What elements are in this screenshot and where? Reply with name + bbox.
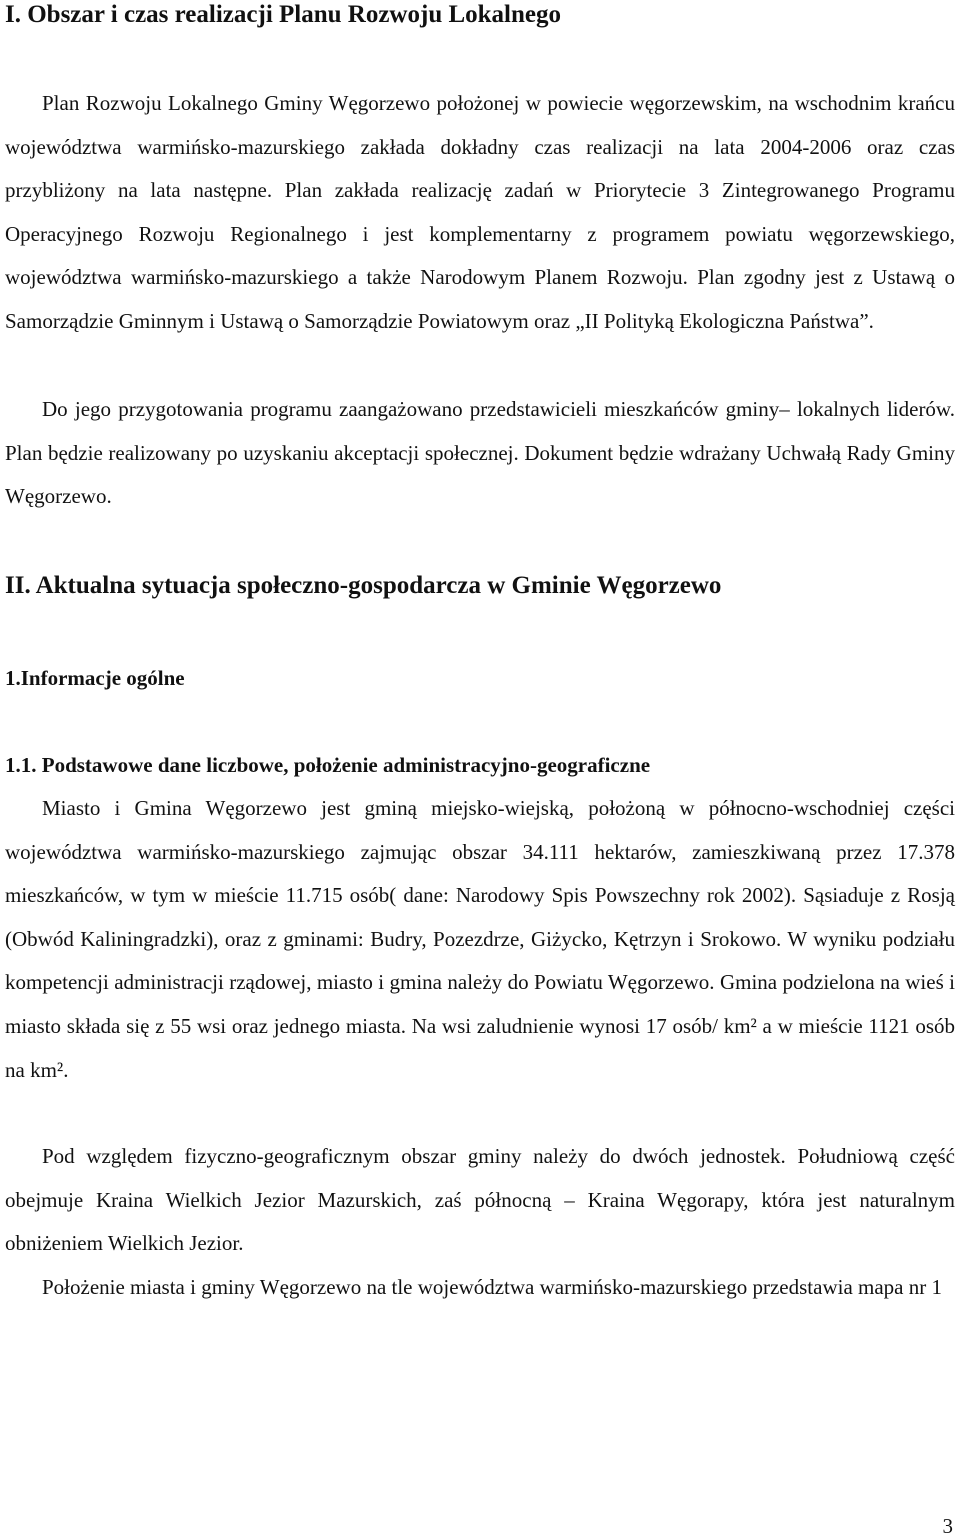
section-2-paragraph-3: Położenie miasta i gminy Węgorzewo na tle województwa warmińsko-mazurskiego przedstawia mapa nr 1 (42, 1275, 942, 1299)
subsection-1-heading: 1.Informacje ogólne (5, 666, 185, 690)
page-number: 3 (942, 1514, 953, 1538)
section-1-heading: I. Obszar i czas realizacji Planu Rozwoju Lokalnego (5, 1, 561, 28)
section-1-paragraph-2: Do jego przygotowania programu zaangażowano przedstawicieli mieszkańców gminy– lokalnych liderów. Plan będzie realizowany po uzyskaniu akceptacji społecznej. Dokument będzie wdrażany Uchwałą Rady Gminy Węgorzewo. (5, 397, 955, 509)
subsection-1-1-heading: 1.1. Podstawowe dane liczbowe, położenie administracyjno-geograficzne (5, 753, 651, 777)
section-2-heading: II. Aktualna sytuacja społeczno-gospodarcza w Gminie Węgorzewo (5, 572, 722, 599)
section-2-paragraph-2: Pod względem fizyczno-geograficznym obszar gminy należy do dwóch jednostek. Południową część obejmuje Kraina Wielkich Jezior Mazurskich, zaś północną – Kraina Węgorapy, która jest naturalnym obniżeniem Wielkich Jezior. (5, 1144, 955, 1256)
section-2-paragraph-1: Miasto i Gmina Węgorzewo jest gminą miejsko-wiejską, położoną w północno-wschodniej części województwa warmińsko-mazurskiego zajmując obszar 34.111 hektarów, zamieszkiwaną przez 17.378 mieszkańców, w tym w mieście 11.715 osób( dane: Narodowy Spis Powszechny rok 2002). Sąsiaduje z Rosją (Obwód Kaliningradzki), oraz z gminami: Budry, Pozezdrze, Giżycko, Kętrzyn i Srokowo. W wyniku podziału kompetencji administracji rządowej, miasto i gmina należy do Powiatu Węgorzewo. Gmina podzielona na wieś i miasto składa się z 55 wsi oraz jednego miasta. Na wsi zaludnienie wynosi 17 osób/ km² a w mieście 1121 osób na km². (5, 796, 955, 1082)
section-1-paragraph-1: Plan Rozwoju Lokalnego Gminy Węgorzewo położonej w powiecie węgorzewskim, na wschodnim krańcu województwa warmińsko-mazurskiego zakłada dokładny czas realizacji na lata 2004-2006 oraz czas przybliżony na lata następne. Plan zakłada realizację zadań w Priorytecie 3 Zintegrowanego Programu Operacyjnego Rozwoju Regionalnego i jest komplementarny z programem powiatu węgorzewskiego, województwa warmińsko-mazurskiego a także Narodowym Planem Rozwoju. Plan zgodny jest z Ustawą o Samorządzie Gminnym i Ustawą o Samorządzie Powiatowym oraz „II Polityką Ekologiczna Państwa”. (5, 91, 955, 333)
